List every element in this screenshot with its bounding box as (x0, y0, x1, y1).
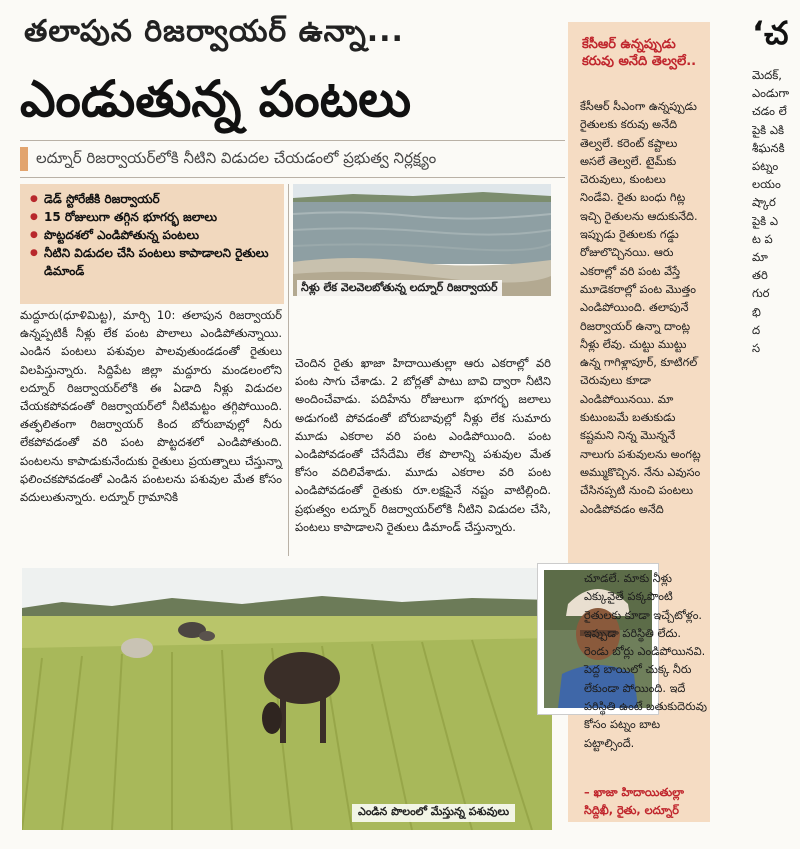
adjacent-story-line: పైకి ఎ (752, 213, 779, 228)
column-divider (288, 184, 289, 556)
highlight-item: ● పొట్టదశలో ఎండిపోతున్న పంటలు (30, 226, 276, 244)
adjacent-story-line: ద (752, 322, 761, 337)
highlights-box (20, 184, 284, 304)
deck-text: లద్నూర్ రిజర్వాయర్‌లోకి నీటిని విడుదల చేయడంలో ప్రభుత్వ నిర్లక్ష్యం (36, 149, 437, 167)
adjacent-story-title: ‘చ (752, 14, 789, 52)
deck-accent-bar (20, 147, 28, 171)
adjacent-story-line: మా (752, 250, 768, 265)
adjacent-story-text (752, 66, 800, 357)
dry-field-photo-image (22, 568, 552, 830)
adjacent-story-line: పట్నం (752, 159, 779, 174)
article-body-column-2: చెందిన రైతు ఖాజా హిదాయితుల్లా ఆరు ఎకరాల్లో వరి పంట సాగు చేశాడు. 2 బోర్లతో పాటు బావి ద్వారా నీటిని అందించేవాడు. పదిహేను రోజులుగా భూగర్భ జలాలు అడుగంటి పోవడంతో బోరుబావుల్లో నీళ్లు లేక సుమారు మూడు ఎకరాల వరి పంట ఎండిపోయింది. పంట ఎండిపోవడంతో చేసేదేమి లేక పొలాన్ని పశువుల మేత కోసం వదిలివేశాడు. మూడు ఎకరాల వరి పంట ఎండిపోవడంతో రైతుకు రూ.లక్షపైనే నష్టం వాటిల్లింది. ప్రభుత్వం లద్నూర్ రిజర్వాయర్‌లోకి నీటిని విడుదల చేసి, పంటలు కాపాడాలని రైతులు డిమాండ్ చేస్తున్నారు. (295, 356, 551, 534)
highlight-item: ● నీటిని విడుదల చేసి పంటలు కాపాడాలని రైతులు డిమాండ్ (30, 244, 276, 280)
adjacent-story-line: పైకి ఎకి (752, 122, 785, 137)
reservoir-photo (293, 184, 551, 296)
highlight-item: ● డెడ్ స్టోరేజీకి రిజర్వాయర్ (30, 190, 276, 208)
reservoir-photo-caption: నీళ్లు లేక వెలవెలబోతున్న లద్నూర్ రిజర్వాయర్ (297, 280, 502, 296)
adjacent-story-line: శీఘనకి (752, 140, 785, 155)
adjacent-story-line: మెదక్, (752, 68, 782, 82)
deck (20, 140, 565, 178)
adjacent-story-line: లయం (752, 177, 781, 192)
sidebar-quote-text: కేసీఆర్ సీఎంగా ఉన్నప్పుడు రైతులకు కరువు అనేది తెల్వలే. కరెంట్ కష్టాలు అసలే తెల్వలే. టైమ్‌కు చెరువులు, కుంటలు నిండేవి. రైతు బంధు గిట్ల ఇచ్చి రైతులను ఆదుకునేది. ఇప్పుడు రైతులకు గడ్డు రోజులొచ్చినయి. ఆరు ఎకరాల్లో వరి పంట వేస్తే మూడెకరాల్లో పంట మొత్తం ఎండిపోయింది. తలాపునే రిజర్వాయర్ ఉన్నా దాంట్ల నీళ్లు లేవు. చుట్టు ముట్టు ఉన్న గాగిళ్లాపూర్, కూటిగల్ చెరువులు కూడా ఎండిపోయినయి. మా కుటుంబమే బతుకుడు కష్టమని నిన్న మొన్ననే నాలుగు పశువులను అంగట్ల అమ్ముకొచ్చిన. నేను ఎవుసం చేసినప్పటి నుంచి పంటలు ఎండిపోవడం అనేది (580, 100, 701, 516)
adjacent-story-line: తరి (752, 268, 768, 283)
adjacent-story-line: ట ప (752, 231, 773, 246)
adjacent-story-line: ఎండుగా (752, 86, 790, 101)
sidebar-quote-text-continued: చూడలే. మాకు నీళ్లు ఎక్కువైతే పక్కపొంటి రైతులకు కూడా ఇచ్చేటోళ్లం. ఇప్పుడా పరిస్థితి లేదు. రెండు బోర్లు ఎండిపోయినవి. పెద్ద బాయిలో చుక్క నీరు లేకుండా పోయింది. ఇదే పరిస్థితి ఉంటే బతుకుదెరువు కోసం పట్నం బాట పట్టాల్సిందే. (584, 572, 707, 750)
dry-field-photo (22, 568, 552, 830)
adjacent-story-line: చడం లే (752, 104, 787, 119)
highlight-item: ● 15 రోజులుగా తగ్గిన భూగర్భ జలాలు (30, 208, 276, 226)
headline-kicker: తలాపున రిజర్వాయర్ ఉన్నా... (24, 14, 404, 49)
sidebar-title: కేసీఆర్ ఉన్నప్పుడు కరువు అనేది తెల్వలే.. (582, 37, 697, 69)
adjacent-story-line: భి (752, 304, 761, 319)
adjacent-story-line: స (752, 341, 761, 356)
adjacent-story-line: ష్కార (752, 195, 776, 210)
highlights-list (20, 184, 284, 280)
adjacent-story-line: గుర (752, 286, 770, 301)
sidebar-signature: – ఖాజా హిదాయితుల్లా సిద్దిఖీ, రైతు, లద్నూర్ (584, 786, 684, 817)
article-body-column-1: మద్దూరు(ధూళిమిట్ట), మార్చి 10: తలాపున రిజర్వాయర్ ఉన్నప్పటికీ నీళ్లు లేక పంట పొలాలు ఎండిపోతున్నాయి. ఎండిన పంటలు పశువుల పాలవుతుండడంతో రైతులు విలపిస్తున్నారు. సిద్దిపేట జిల్లా మద్దూరు మండలంలోని లద్నూర్ రిజర్వాయర్‌లోకి ఈ ఏడాది నీళ్లు విడుదల చేయకపోవడంతో రిజర్వాయర్‌లో నీటిమట్టం తగ్గిపోయింది. తత్ఫలితంగా రిజర్వాయర్ కింద బోరుబావుల్లో నీరు లేకపోవడంతో వరి పంట పొట్టదశలో ఎండిపోతుంది. పంటలను కాపాడుకునేందుకు రైతులు ప్రయత్నాలు చేస్తున్నా ఫలించకపోవడంతో ఎండిన పంటలను పశువుల మేత కోసం వదులుతున్నారు. లద్నూర్ గ్రామానికి (20, 308, 282, 505)
headline: ఎండుతున్న పంటలు (20, 70, 412, 128)
dry-field-photo-caption: ఎండిన పొలంలో మేస్తున్న పశువులు (352, 804, 515, 822)
